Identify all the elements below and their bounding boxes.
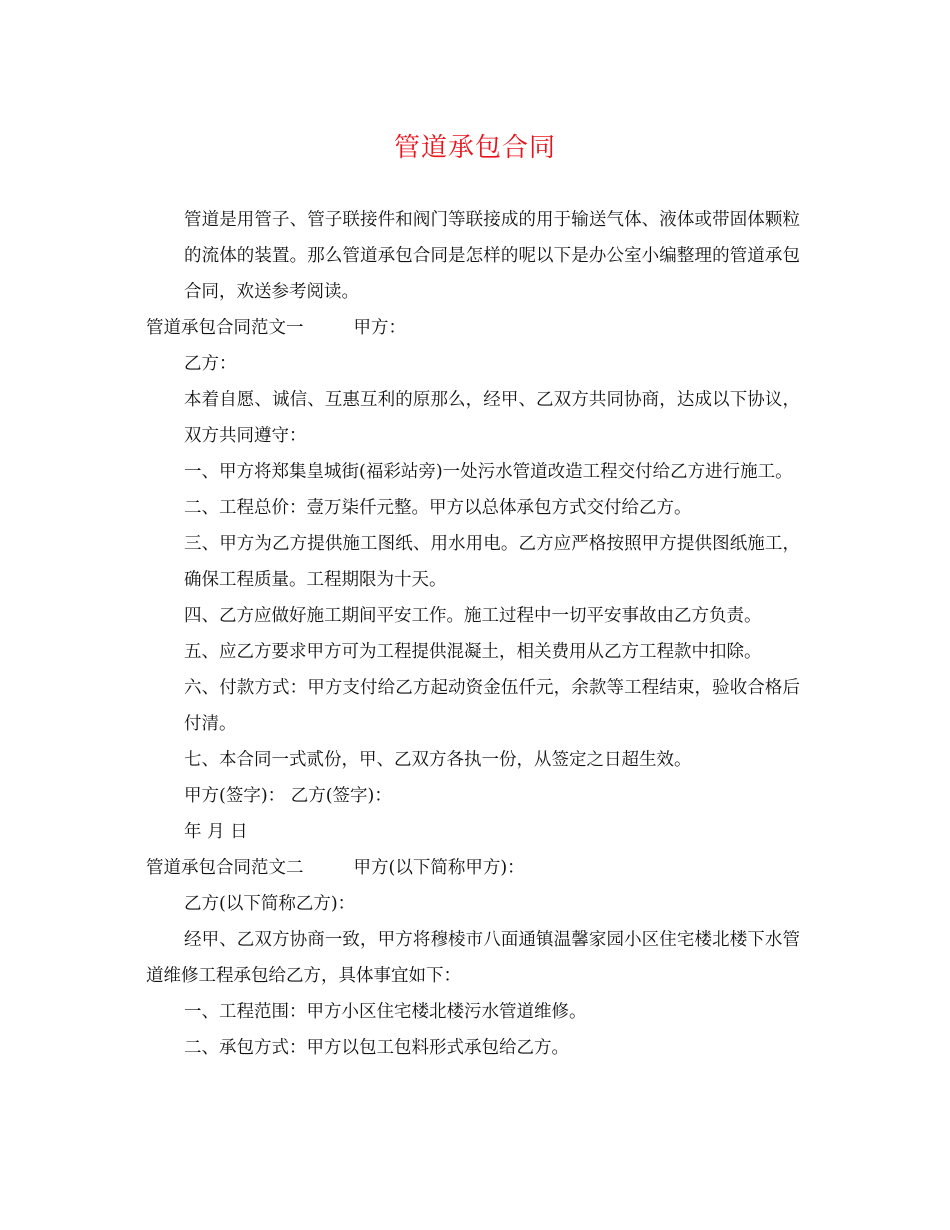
sample2-party-a: 甲方(以下简称甲方)： — [353, 858, 525, 878]
sample1-clause-5: 五、应乙方要求甲方可为工程提供混凝土，相关费用从乙方工程款中扣除。 — [184, 642, 762, 662]
sample2-party-b: 乙方(以下简称乙方)： — [184, 894, 356, 914]
sample2-clause-2: 二、承包方式：甲方以包工包料形式承包给乙方。 — [184, 1038, 569, 1058]
sample1-clause-4: 四、乙方应做好施工期间平安工作。施工过程中一切平安事故由乙方负责。 — [184, 606, 762, 626]
sample1-signatures: 甲方(签字)： 乙方(签字)： — [184, 786, 392, 806]
document-title: 管道承包合同 — [393, 133, 556, 163]
sample1-date: 年 月 日 — [184, 822, 248, 842]
sample1-heading-line — [146, 310, 800, 346]
sample2-heading-line — [146, 850, 800, 886]
sample1-party-a: 甲方： — [353, 318, 406, 338]
sample2-preamble: 经甲、乙双方协商一致，甲方将穆棱市八面通镇温馨家园小区住宅楼北楼下水管道维修工程承包给乙方，具体事宜如下： — [146, 930, 800, 986]
sample1-heading: 管道承包合同范文一 — [146, 318, 304, 338]
intro-paragraph: 管道是用管子、管子联接件和阀门等联接成的用于输送气体、液体或带固体颗粒的流体的装置。那么管道承包合同是怎样的呢以下是办公室小编整理的管道承包合同，欢送参考阅读。 — [184, 210, 800, 302]
sample1-clause-6: 六、付款方式：甲方支付给乙方起动资金伍仟元，余款等工程结束，验收合格后付清。 — [184, 678, 800, 734]
sample1-clause-2: 二、工程总价：壹万柒仟元整。甲方以总体承包方式交付给乙方。 — [184, 498, 692, 518]
sample2-heading: 管道承包合同范文二 — [146, 858, 304, 878]
sample2-clause-1: 一、工程范围：甲方小区住宅楼北楼污水管道维修。 — [184, 1002, 587, 1022]
sample1-clause-7: 七、本合同一式贰份，甲、乙双方各执一份，从签定之日超生效。 — [184, 750, 692, 770]
sample1-party-b: 乙方： — [184, 354, 237, 374]
sample1-preamble: 本着自愿、诚信、互惠互利的原那么，经甲、乙双方共同协商，达成以下协议，双方共同遵守： — [184, 390, 800, 446]
sample1-clause-1: 一、甲方将郑集皇城街(福彩站旁)一处污水管道改造工程交付给乙方进行施工。 — [184, 462, 793, 482]
document-body — [146, 202, 800, 1066]
sample1-clause-3: 三、甲方为乙方提供施工图纸、用水用电。乙方应严格按照甲方提供图纸施工，确保工程质量。工程期限为十天。 — [184, 534, 800, 590]
